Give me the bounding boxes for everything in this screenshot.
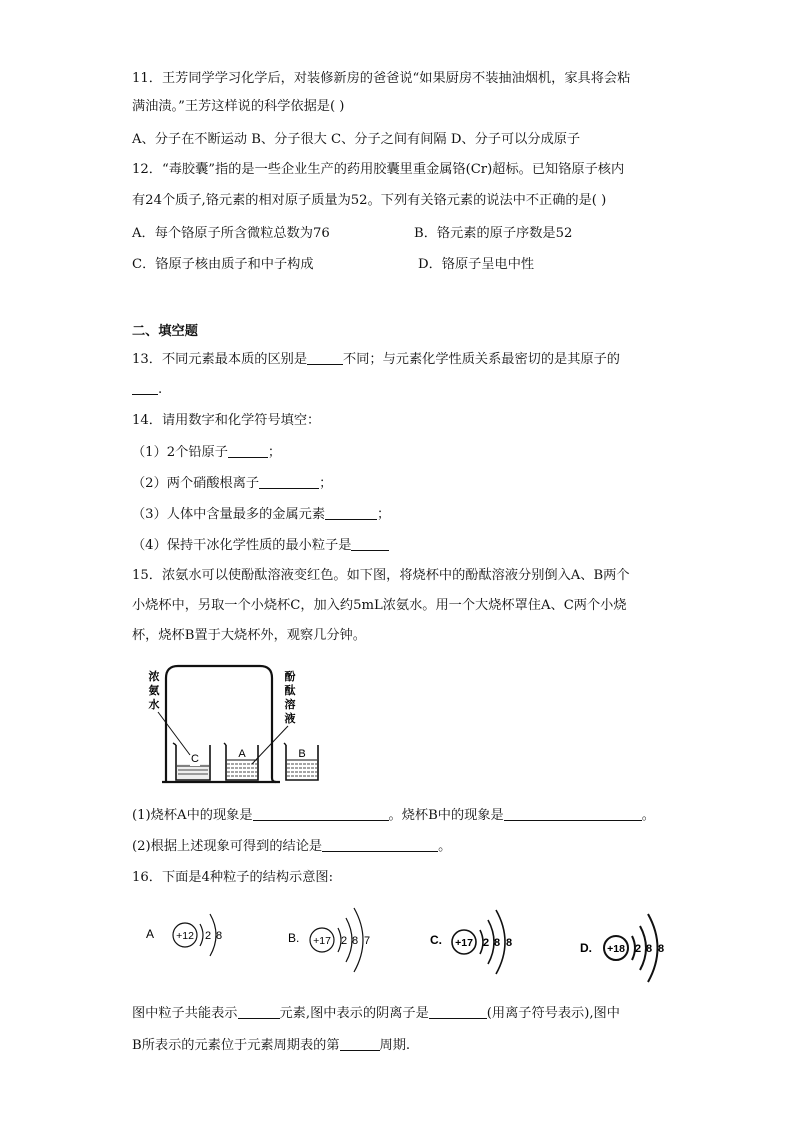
atom-a-shell-2: 8 [215, 930, 223, 942]
atom-d [580, 914, 664, 982]
q12-option-d: D．铬原子呈电中性 [418, 257, 535, 272]
q15-sub1 [132, 806, 655, 825]
q12-line2: 有24个质子,铬元素的相对原子质量为52。下列有关铬元素的说法中不正确的是( ) [132, 193, 607, 208]
atom-b-label: B. [288, 931, 300, 945]
beaker-a-label: A [238, 748, 246, 760]
atom-c-nucleus: +17 [455, 937, 473, 949]
atom-b-shell-1: 2 [340, 935, 348, 947]
q16-text-e: 周期. [379, 1038, 411, 1053]
atom-c-shell-3: 8 [505, 937, 513, 949]
atom-c-shell-2: 8 [493, 937, 501, 949]
q16-blank-1[interactable] [238, 1004, 280, 1019]
q15-line2: 小烧杯中，另取一个小烧杯C，加入约5mL浓氨水。用一个大烧杯罩住A、C两个小烧 [132, 598, 627, 613]
atom-c [430, 910, 512, 974]
atom-c-label: C. [430, 933, 442, 947]
q16-line1 [132, 1004, 620, 1023]
q12-line1: 12．“毒胶囊”指的是一些企业生产的药用胶囊里重金属铬(Cr)超标。已知铬原子核内 [132, 162, 625, 177]
atom-a [146, 914, 222, 956]
q14-blank-4[interactable] [351, 536, 389, 551]
q14-part1 [132, 443, 281, 462]
q12-option-c: C．铬原子核由质子和中子构成 [132, 257, 314, 272]
atom-structure-figure [140, 900, 680, 990]
atom-d-label: D. [580, 941, 592, 955]
atom-a-shell-1: 2 [204, 930, 212, 942]
q13-line2 [132, 380, 162, 399]
q13-text-b: 不同；与元素化学性质关系最密切的是其原子的 [343, 352, 620, 367]
q15-line3: 杯，烧杯B置于大烧杯外，观察几分钟。 [132, 628, 366, 643]
q12-option-b: B．铬元素的原子序数是52 [414, 226, 573, 241]
label-phenol-2: 酞 [284, 685, 296, 697]
q15-sub2-end: 。 [438, 839, 452, 854]
q14-part1-text: （1）2个铅原子 [132, 445, 228, 460]
q11-options: A、分子在不断运动 B、分子很大 C、分子之间有间隔 D、分子可以分成原子 [132, 132, 581, 147]
q15-sub2 [132, 837, 451, 856]
atom-d-shell-3: 8 [657, 943, 665, 955]
q14-part3 [132, 505, 390, 524]
q14-part3-end: ； [377, 507, 391, 522]
q15-blank-2[interactable] [504, 806, 642, 821]
q11-line1: 11．王芳同学学习化学后，对装修新房的爸爸说“如果厨房不装抽油烟机，家具将会粘 [132, 71, 631, 86]
q14-part3-text: （3）人体中含量最多的金属元素 [132, 507, 326, 522]
q16-blank-3[interactable] [340, 1036, 380, 1051]
label-ammonia-1: 浓 [148, 671, 160, 683]
q16-text-c: (用离子符号表示),图中 [486, 1006, 620, 1021]
q15-sub2-text: (2)根据上述现象可得到的结论是 [132, 839, 323, 854]
beaker-experiment-figure [140, 660, 340, 790]
q15-blank-3[interactable] [322, 837, 438, 852]
q14-part1-end: ； [267, 445, 282, 460]
q14-part2-text: （2）两个硝酸根离子 [132, 476, 260, 491]
section-heading-fill-blank: 二、填空题 [132, 324, 198, 339]
q14-part2-end: ； [319, 476, 333, 491]
q16-text-b: 元素,图中表示的阴离子是 [279, 1006, 429, 1021]
atom-d-nucleus: +18 [607, 943, 625, 955]
q14-part2 [132, 474, 332, 493]
label-ammonia-3: 水 [148, 699, 160, 711]
atom-a-label: A [146, 927, 155, 941]
q11-line2: 满油渍。”王芳这样说的科学依据是( ) [132, 99, 345, 114]
label-phenol-4: 液 [284, 713, 296, 725]
q13-text-end: . [158, 382, 163, 397]
atom-d-shell-1: 2 [634, 943, 642, 955]
beaker-c-label: C [191, 753, 199, 765]
q15-sub1-end: 。 [641, 808, 655, 823]
q15-sub1-text-b: 。烧杯B中的现象是 [388, 808, 504, 823]
q14-part4 [132, 536, 389, 555]
q14-part4-text: （4）保持干冰化学性质的最小粒子是 [132, 538, 352, 553]
q13-text-a: 13．不同元素最本质的区别是 [132, 352, 308, 367]
pointer-ammonia [158, 712, 190, 755]
q16-text-a: 图中粒子共能表示 [132, 1006, 238, 1021]
q15-line1: 15．浓氨水可以使酚酞溶液变红色。如下图，将烧杯中的酚酞溶液分别倒入A、B两个 [132, 568, 630, 583]
q16-blank-2[interactable] [429, 1004, 487, 1019]
q13-blank-2[interactable] [132, 380, 158, 395]
q14-blank-2[interactable] [259, 474, 319, 489]
q14-blank-3[interactable] [325, 505, 377, 520]
atom-b-nucleus: +17 [313, 935, 331, 947]
q13-blank-1[interactable] [307, 350, 343, 365]
atom-d-shell-2: 8 [645, 943, 653, 955]
label-phenol-3: 溶 [284, 699, 296, 711]
q14-stem: 14．请用数字和化学符号填空： [132, 413, 321, 428]
atom-b [288, 908, 370, 972]
atom-b-shell-2: 8 [351, 935, 359, 947]
label-ammonia-2: 氨 [148, 685, 160, 697]
q16-line2 [132, 1036, 410, 1055]
q15-blank-1[interactable] [253, 806, 389, 821]
beaker-b-label: B [298, 748, 306, 760]
label-phenol-1: 酚 [284, 671, 296, 683]
atom-a-nucleus: +12 [176, 930, 194, 942]
q13-line1 [132, 350, 620, 369]
q12-option-a: A．每个铬原子所含微粒总数为76 [132, 226, 330, 241]
atom-b-shell-3: 7 [363, 935, 371, 947]
q16-text-d: B所表示的元素位于元素周期表的第 [132, 1038, 340, 1053]
q15-sub1-text: (1)烧杯A中的现象是 [132, 808, 253, 823]
q16-stem: 16．下面是4种粒子的结构示意图: [132, 870, 334, 885]
atom-c-shell-1: 2 [482, 937, 490, 949]
q14-blank-1[interactable] [228, 443, 268, 458]
